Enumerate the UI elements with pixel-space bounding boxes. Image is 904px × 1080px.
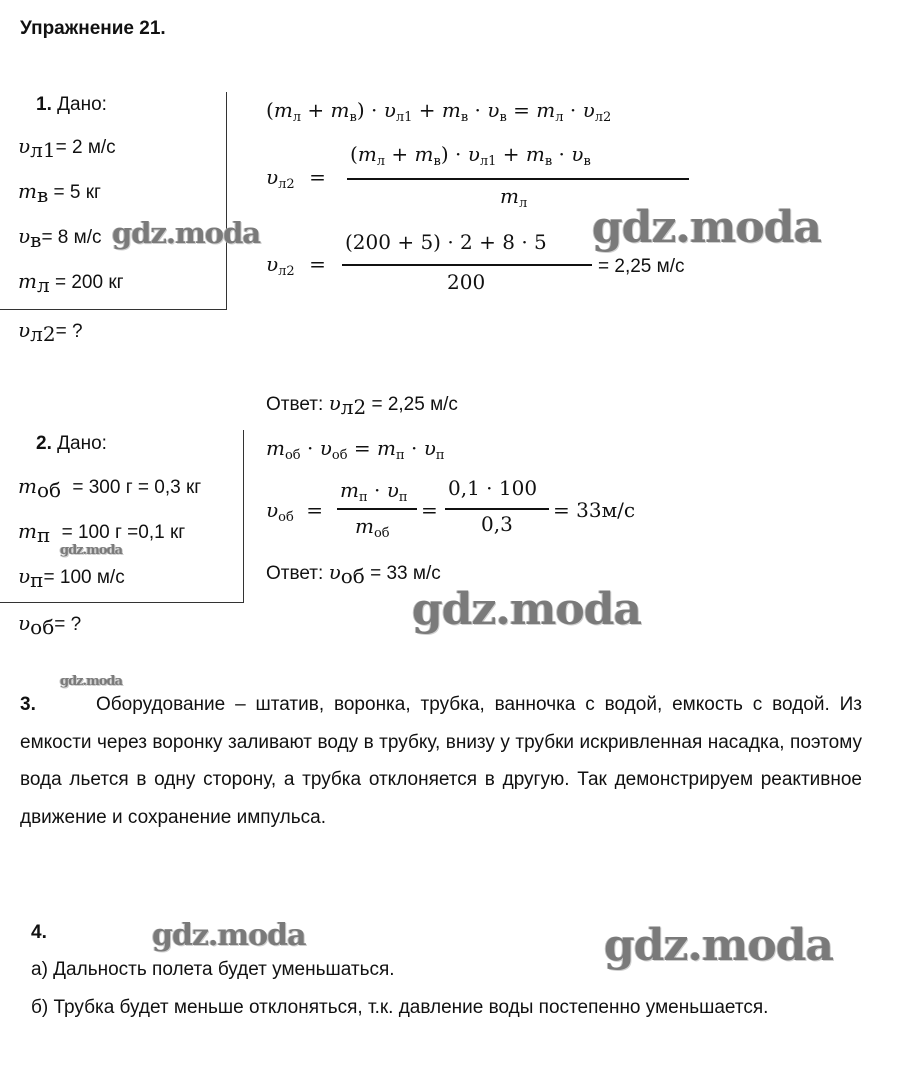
watermark-logo: gdz.moda xyxy=(592,202,822,253)
watermark-logo: gdz.moda xyxy=(604,920,834,971)
p4-answer-a: а) Дальность полета будет уменьшаться. xyxy=(31,959,395,980)
watermark-logo: gdz.moda xyxy=(412,584,642,635)
p2-given-divider-v xyxy=(243,430,244,602)
p2-equation-momentum: $m_{об} \cdot \upsilon_{об} = m_п \cdot \upsilon_п$ xyxy=(266,436,445,463)
watermark-logo: gdz.moda xyxy=(60,543,123,558)
p2-fraction2-numerator: 0,1 · 100 xyxy=(448,476,538,500)
p1-result: = 2,25 м/с xyxy=(598,256,685,277)
p1-fraction-denominator: $m_л$ xyxy=(500,184,528,211)
p2-equals: = xyxy=(421,498,438,522)
p1-numeric-numerator: (200 + 5) · 2 + 8 · 5 xyxy=(345,230,547,254)
p2-fraction2-denominator: 0,3 xyxy=(481,512,513,536)
p1-fraction-numerator: $(m_л + m_в) \cdot \upsilon_{л1} + m_в \cdot \upsilon_в$ xyxy=(350,142,591,169)
p1-numeric-denominator: 200 xyxy=(447,270,486,294)
p2-fraction1-denominator: $m_{об}$ xyxy=(355,514,390,541)
p1-given-4: $m_л = 200$ кг xyxy=(18,269,124,297)
p1-find: $\upsilon_{л2}=$ ? xyxy=(18,318,83,346)
p2-fraction2-bar xyxy=(445,508,549,510)
p2-equation-lhs: $\upsilon_{об}$ = xyxy=(266,498,323,525)
p1-equation-lhs-3: $\upsilon_{л2}$ = xyxy=(266,252,326,279)
p1-given-divider-v xyxy=(226,92,227,310)
p2-find: $\upsilon_{об}=$ ? xyxy=(18,611,82,639)
p2-given-3: $\upsilon_п= 100$ м/с xyxy=(18,564,125,592)
p4-number: 4. xyxy=(31,922,47,943)
p1-equation-lhs-2: $\upsilon_{л2}$ = xyxy=(266,165,326,192)
p3-number: 3. xyxy=(20,694,36,715)
p2-fraction1-numerator: $m_п \cdot \upsilon_п$ xyxy=(340,478,408,505)
p1-heading: 1. Дано: xyxy=(36,94,107,115)
p1-given-3: $\upsilon_в= 8$ м/с xyxy=(18,224,102,252)
p2-given-2: $m_п = 100$ г =0,1 кг xyxy=(18,519,186,547)
p2-fraction1-bar xyxy=(337,508,417,510)
p1-equation-momentum: $(m_л + m_в) \cdot \upsilon_{л1} + m_в \cdot \upsilon_в = m_л \cdot \upsilon_{л2}$ xyxy=(266,98,612,125)
page-title: Упражнение 21. xyxy=(20,18,166,39)
p2-given-1: $m_{об} = 300$ г = 0,3 кг xyxy=(18,474,202,502)
p2-result: = 33м/с xyxy=(553,498,636,522)
watermark-logo: gdz.moda xyxy=(112,216,261,250)
p2-heading: 2. Дано: xyxy=(36,433,107,454)
p4-answer-b: б) Трубка будет меньше отклоняться, т.к. давление воды постепенно уменьшается. xyxy=(31,997,769,1018)
p1-numeric-fraction-bar xyxy=(342,264,592,266)
p1-fraction-bar xyxy=(347,178,689,180)
p1-given-divider-h xyxy=(0,309,227,310)
p1-given-1: $\upsilon_{л1}= 2$ м/с xyxy=(18,134,116,162)
p3-paragraph xyxy=(20,686,862,836)
watermark-logo: gdz.moda xyxy=(60,674,123,689)
p3-text: Оборудование – штатив, воронка, трубка, ванночка с водой, емкость с водой. Из емкости через воронку заливают воду в трубку, внизу у трубки искривленная насадка, поэтому вода льется в одну сторону, а трубка отклоняется в другую. Так демонстрируем реактивное движение и сохранение импульса. xyxy=(20,694,862,828)
p2-answer: Ответ: $\upsilon_{об} = 33$ м/с xyxy=(266,560,441,588)
p1-given-2: $m_в = 5$ кг xyxy=(18,179,101,207)
watermark-logo: gdz.moda xyxy=(152,918,306,953)
p2-given-divider-h xyxy=(0,602,244,603)
p1-answer: Ответ: $\upsilon_{л2} = 2,25$ м/с xyxy=(266,391,458,419)
